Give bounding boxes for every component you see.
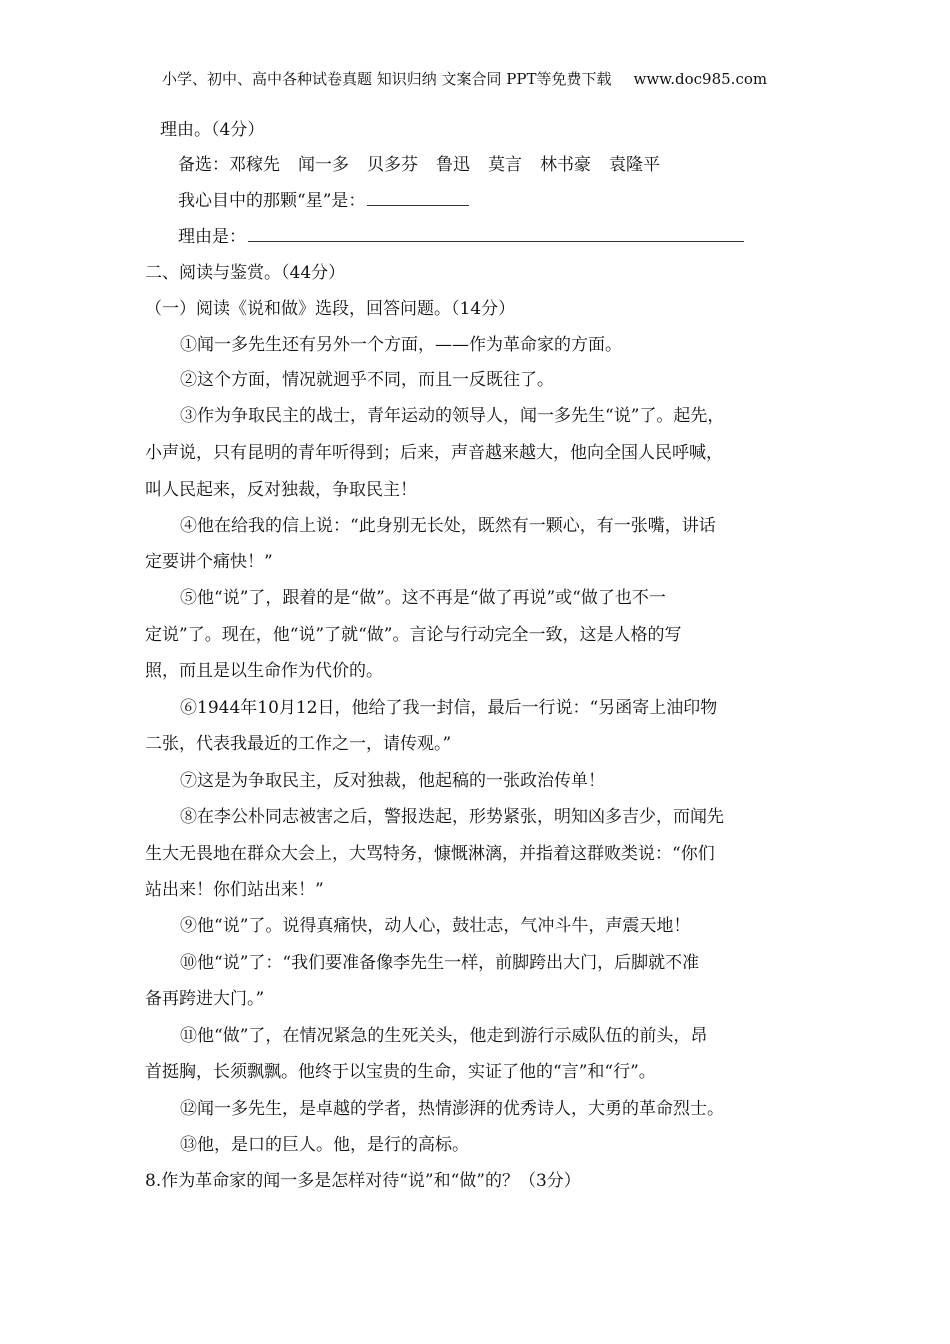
- option-item: 鲁迅: [436, 155, 470, 175]
- header-site: www.doc985.com: [633, 70, 768, 88]
- q7-star-row: [178, 193, 469, 210]
- paragraph-line: ⑨他“说”了。说得真痛快，动人心，鼓壮志，气冲斗牛，声震天地！: [180, 916, 691, 936]
- question-8: 8.作为革命家的闻一多是怎样对待“说”和“做”的？（3分）: [145, 1171, 581, 1191]
- paragraph-line: 叫人民起来，反对独裁，争取民主！: [145, 480, 417, 500]
- star-label: 我心目中的那颗“星”是：: [178, 191, 366, 211]
- option-item: 袁隆平: [609, 155, 660, 175]
- reason-answer-blank[interactable]: [248, 240, 744, 242]
- paragraph-line: 二张，代表我最近的工作之一，请传观。”: [145, 734, 452, 754]
- q7-reason-row: [178, 229, 744, 246]
- option-item: 莫言: [488, 155, 522, 175]
- reason-label: 理由是：: [178, 227, 246, 247]
- paragraph-line: ⑤他“说”了，跟着的是“做”。这不再是“做了再说”或“做了也不一: [180, 588, 666, 608]
- paragraph-line: 首挺胸，长须飘飘。他终于以宝贵的生命，实证了他的“言”和“行”。: [145, 1062, 656, 1082]
- paragraph-line: ⑪他“做”了，在情况紧急的生死关头，他走到游行示威队伍的前头，昂: [180, 1026, 708, 1046]
- paragraph-line: 定要讲个痛快！”: [145, 552, 273, 572]
- paragraph-line: 定说”了。现在，他“说”了就“做”。言论与行动完全一致，这是人格的写: [145, 625, 682, 645]
- paragraph-line: ①闻一多先生还有另外一个方面，——作为革命家的方面。: [180, 335, 622, 355]
- paragraph-line: ⑬他，是口的巨人。他，是行的高标。: [180, 1135, 469, 1155]
- option-item: 林书豪: [540, 155, 591, 175]
- paragraph-line: 备再跨进大门。”: [145, 989, 265, 1009]
- paragraph-line: 站出来！你们站出来！”: [145, 880, 324, 900]
- options-label: 备选：: [178, 155, 229, 175]
- part-title: （一）阅读《说和做》选段，回答问题。（14分）: [145, 299, 516, 319]
- paragraph-line: ⑫闻一多先生，是卓越的学者，热情澎湃的优秀诗人，大勇的革命烈士。: [180, 1099, 724, 1119]
- paragraph-line: ⑧在李公朴同志被害之后，警报迭起，形势紧张，明知凶多吉少，而闻先: [180, 807, 724, 827]
- paragraph-line: 照，而且是以生命作为代价的。: [145, 661, 383, 681]
- paragraph-line: ③作为争取民主的战士，青年运动的领导人，闻一多先生“说”了。起先，: [180, 406, 725, 426]
- header-text: 小学、初中、高中各种试卷真题 知识归纳 文案合同 PPT等免费下载: [162, 70, 612, 88]
- paragraph-line: ②这个方面，情况就迥乎不同，而且一反既往了。: [180, 370, 554, 390]
- page-header: [162, 68, 802, 89]
- paragraph-line: ⑩他“说”了：“我们要准备像李先生一样，前脚跨出大门，后脚就不准: [180, 953, 700, 973]
- option-item: 邓稼先: [229, 155, 280, 175]
- section-title: 二、阅读与鉴赏。（44分）: [145, 263, 346, 283]
- paragraph-line: ⑥1944年10月12日，他给了我一封信，最后一行说：“另函寄上油印物: [180, 698, 718, 718]
- paragraph-line: ④他在给我的信上说：“此身别无长处，既然有一颗心，有一张嘴，讲话: [180, 516, 716, 536]
- paragraph-line: ⑦这是为争取民主，反对独裁，他起稿的一张政治传单！: [180, 771, 605, 791]
- option-item: 贝多芬: [367, 155, 418, 175]
- option-item: 闻一多: [298, 155, 349, 175]
- q7-options-row: [178, 157, 660, 174]
- paragraph-line: 小声说，只有昆明的青年听得到；后来，声音越来越大，他向全国人民呼喊，: [145, 443, 723, 463]
- paragraph-line: 生大无畏地在群众大会上，大骂特务，慷慨淋漓，并指着这群败类说：“你们: [145, 844, 715, 864]
- q7-reason-points: 理由。（4分）: [160, 120, 265, 140]
- star-answer-blank[interactable]: [367, 204, 469, 206]
